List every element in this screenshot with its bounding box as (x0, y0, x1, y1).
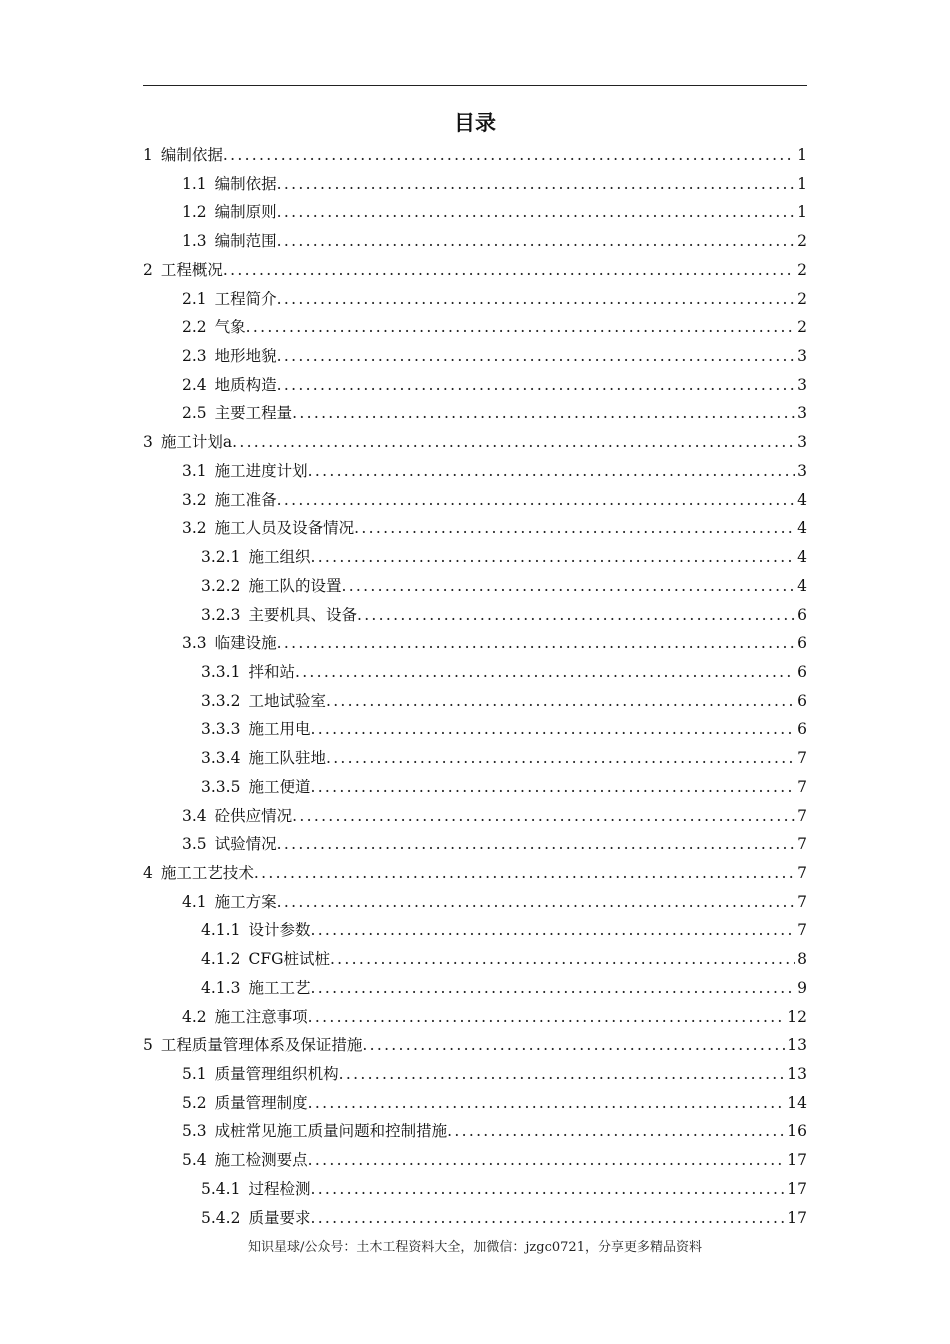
toc-entry[interactable] (143, 802, 807, 831)
toc-entry[interactable] (143, 773, 807, 802)
dot-leader (339, 1060, 786, 1089)
toc-entry-number: 3.2.1 (201, 548, 241, 567)
toc-entry-number: 3.3.4 (201, 749, 241, 768)
dot-leader (246, 313, 795, 342)
toc-entry-page-number: 4 (797, 576, 807, 595)
toc-entry[interactable] (143, 342, 807, 371)
toc-entry-title: 质量管理制度 (214, 1093, 308, 1112)
toc-entry-title: 编制原则 (214, 203, 277, 222)
dot-leader (277, 629, 795, 658)
toc-entry-title: 施工队的设置 (248, 576, 342, 595)
toc-entry[interactable] (143, 543, 807, 572)
toc-entry[interactable] (143, 428, 807, 457)
toc-entry-title: 编制依据 (160, 146, 223, 164)
toc-entry-page-number: 7 (797, 835, 807, 854)
dot-leader (308, 1089, 786, 1118)
toc-entry-page-number: 6 (797, 605, 807, 624)
toc-entry-number: 3.3 (182, 634, 207, 653)
dot-leader (310, 1204, 785, 1233)
toc-entry[interactable] (143, 313, 807, 342)
toc-entry[interactable] (143, 945, 807, 974)
toc-entry-page-number: 6 (797, 720, 807, 739)
toc-entry-title: 施工进度计划 (214, 461, 308, 480)
dot-leader (292, 802, 795, 831)
toc-entry[interactable] (143, 859, 807, 888)
toc-entry-title: 工程简介 (214, 289, 277, 308)
toc-entry-number: 3.2.3 (201, 605, 241, 624)
dot-leader (254, 859, 795, 888)
toc-entry-title: 施工组织 (248, 548, 311, 567)
toc-entry-number: 5.2 (182, 1093, 207, 1112)
toc-entry-title: 地形地貌 (214, 347, 277, 366)
toc-entry-page-number: 7 (797, 892, 807, 911)
toc-entry-number: 4.2 (182, 1007, 207, 1026)
toc-entry[interactable] (143, 1089, 807, 1118)
toc-entry-number: 3 (143, 433, 153, 452)
toc-entry-page-number: 2 (797, 260, 807, 279)
toc-entry[interactable] (143, 888, 807, 917)
toc-entry-page-number: 7 (797, 777, 807, 796)
toc-entry-number: 4.1.1 (201, 921, 241, 940)
toc-entry-number: 3.3.2 (201, 691, 241, 710)
toc-entry-page-number: 1 (797, 203, 807, 222)
toc-entry[interactable] (143, 658, 807, 687)
toc-entry-number: 2.4 (182, 375, 207, 394)
toc-entry[interactable] (143, 744, 807, 773)
toc-entry-number: 1.1 (182, 174, 207, 193)
toc-entry-page-number: 7 (797, 863, 807, 882)
toc-entry-number: 3.2 (182, 490, 207, 509)
toc-entry[interactable] (143, 629, 807, 658)
toc-entry-page-number: 2 (797, 232, 807, 251)
toc-entry[interactable] (143, 256, 807, 285)
dot-leader (326, 687, 795, 716)
toc-entry[interactable] (143, 486, 807, 515)
toc-entry-title: 设计参数 (248, 921, 311, 940)
dot-leader (308, 1146, 786, 1175)
dot-leader (310, 715, 795, 744)
toc-entry-title: 主要工程量 (214, 404, 293, 423)
toc-entry[interactable] (143, 830, 807, 859)
toc-entry-title: 施工队驻地 (248, 749, 326, 768)
dot-leader (308, 1003, 786, 1032)
dot-leader (362, 1031, 785, 1060)
toc-entry[interactable] (143, 715, 807, 744)
dot-leader (310, 974, 795, 1003)
footer-note: 知识星球/公众号：土木工程资料大全，加微信：jzgc0721，分享更多精品资料 (248, 1240, 702, 1255)
toc-entry-page-number: 1 (797, 174, 807, 193)
toc-entry[interactable] (143, 198, 807, 227)
dot-leader (357, 601, 795, 630)
toc-entry-title: 编制范围 (214, 232, 277, 251)
toc-entry-number: 3.1 (182, 461, 207, 480)
toc-entry-number: 5.1 (182, 1065, 207, 1083)
toc-entry-number: 2.5 (182, 404, 207, 423)
toc-entry[interactable] (143, 285, 807, 314)
toc-entry[interactable] (143, 1031, 807, 1060)
toc-entry-page-number: 4 (797, 519, 807, 538)
toc-entry-page-number: 7 (797, 749, 807, 768)
toc-entry[interactable] (143, 457, 807, 486)
toc-entry-page-number: 1 (797, 146, 807, 164)
toc-entry[interactable] (143, 601, 807, 630)
toc-entry-title: 试验情况 (214, 835, 277, 854)
toc-entry-title: 施工工艺技术 (160, 863, 254, 882)
toc-entry[interactable] (143, 227, 807, 256)
toc-entry-title: 地质构造 (214, 375, 277, 394)
dot-leader (232, 428, 795, 457)
page-title: 目录 (454, 111, 496, 135)
toc-entry-number: 4 (143, 863, 153, 882)
dot-leader (310, 1175, 785, 1204)
toc-entry-number: 3.2 (182, 519, 207, 538)
toc-entry[interactable] (143, 399, 807, 428)
dot-leader (310, 543, 795, 572)
dot-leader (330, 945, 795, 974)
dot-leader (277, 285, 795, 314)
dot-leader (223, 141, 795, 170)
toc-entry-title: 气象 (214, 318, 246, 337)
toc-entry-title: 施工方案 (214, 892, 277, 911)
toc-entry-number: 5 (143, 1036, 153, 1055)
toc-entry-number: 1 (143, 146, 153, 164)
toc-entry[interactable] (143, 974, 807, 1003)
dot-leader (277, 198, 795, 227)
toc-entry-number: 2.3 (182, 347, 207, 366)
toc-entry[interactable] (143, 514, 807, 543)
header-rule (143, 85, 807, 86)
toc-entry-number: 1.3 (182, 232, 207, 251)
toc-entry-title: 质量要求 (248, 1208, 311, 1227)
toc-entry-number: 3.3.5 (201, 777, 241, 796)
toc-entry-page-number: 17 (787, 1179, 807, 1198)
toc-entry-number: 2.2 (182, 318, 207, 337)
toc-entry-page-number: 3 (797, 347, 807, 366)
toc-entry-title: 临建设施 (214, 634, 277, 653)
toc-entry-title: 砼供应情况 (214, 806, 293, 825)
dot-leader (277, 888, 795, 917)
dot-leader (295, 658, 795, 687)
toc-entry[interactable] (143, 141, 807, 170)
toc-entry-number: 3.2.2 (201, 576, 241, 595)
toc-entry[interactable] (143, 916, 807, 945)
toc-entry[interactable] (143, 1003, 807, 1032)
dot-leader (277, 371, 795, 400)
toc-entry-title: 施工准备 (214, 490, 277, 509)
toc-entry[interactable] (143, 1117, 807, 1146)
table-of-contents (143, 141, 807, 1232)
dot-leader (277, 227, 795, 256)
dot-leader (447, 1117, 785, 1146)
toc-entry[interactable] (143, 1060, 807, 1089)
toc-entry-page-number: 2 (797, 318, 807, 337)
toc-entry-title: 工程质量管理体系及保证措施 (160, 1036, 363, 1055)
toc-entry-number: 5.4.1 (201, 1179, 241, 1198)
toc-entry[interactable] (143, 170, 807, 199)
toc-entry[interactable] (143, 687, 807, 716)
toc-entry-title: 拌和站 (248, 662, 295, 681)
toc-entry[interactable] (143, 1175, 807, 1204)
dot-leader (277, 342, 795, 371)
toc-entry[interactable] (143, 1204, 807, 1233)
toc-entry-title: 施工检测要点 (214, 1151, 308, 1170)
toc-entry-title: 施工计划a (160, 433, 233, 452)
toc-entry-number: 1.2 (182, 203, 207, 222)
toc-entry-page-number: 7 (797, 921, 807, 940)
toc-entry-page-number: 6 (797, 634, 807, 653)
dot-leader (310, 773, 795, 802)
dot-leader (277, 170, 795, 199)
toc-entry-number: 5.3 (182, 1122, 207, 1141)
dot-leader (326, 744, 795, 773)
toc-entry-page-number: 8 (797, 950, 807, 969)
toc-entry-page-number: 4 (797, 548, 807, 567)
toc-entry-number: 3.3.3 (201, 720, 241, 739)
toc-entry-number: 5.4 (182, 1151, 207, 1170)
toc-entry-number: 4.1.2 (201, 950, 241, 969)
dot-leader (310, 916, 795, 945)
toc-entry-page-number: 3 (797, 404, 807, 423)
dot-leader (354, 514, 795, 543)
toc-entry-page-number: 16 (787, 1122, 807, 1141)
toc-entry-page-number: 9 (797, 978, 807, 997)
toc-entry-page-number: 4 (797, 490, 807, 509)
toc-entry[interactable] (143, 572, 807, 601)
toc-entry-title: CFG桩试桩 (248, 950, 330, 969)
toc-entry-number: 4.1.3 (201, 978, 241, 997)
toc-entry-number: 5.4.2 (201, 1208, 241, 1227)
toc-entry-number: 3.5 (182, 835, 207, 854)
toc-entry-title: 施工注意事项 (214, 1007, 308, 1026)
toc-entry-title: 主要机具、设备 (248, 605, 357, 624)
toc-entry-title: 施工工艺 (248, 978, 311, 997)
toc-entry-page-number: 17 (787, 1151, 807, 1170)
toc-entry-page-number: 6 (797, 691, 807, 710)
toc-entry-page-number: 3 (797, 461, 807, 480)
dot-leader (308, 457, 795, 486)
toc-entry-page-number: 6 (797, 662, 807, 681)
toc-entry-number: 3.4 (182, 806, 207, 825)
toc-entry-page-number: 14 (787, 1093, 807, 1112)
toc-entry-number: 4.1 (182, 892, 207, 911)
toc-entry-number: 3.3.1 (201, 662, 241, 681)
toc-entry[interactable] (143, 371, 807, 400)
toc-entry-number: 2.1 (182, 289, 207, 308)
toc-entry-title: 工地试验室 (248, 691, 326, 710)
dot-leader (277, 830, 795, 859)
dot-leader (277, 486, 795, 515)
toc-entry-page-number: 13 (787, 1036, 807, 1055)
dot-leader (341, 572, 795, 601)
toc-entry-title: 编制依据 (214, 174, 277, 193)
toc-entry-title: 过程检测 (248, 1179, 311, 1198)
toc-entry-number: 2 (143, 260, 153, 279)
toc-entry-title: 质量管理组织机构 (214, 1065, 339, 1083)
toc-entry-page-number: 7 (797, 806, 807, 825)
toc-entry-page-number: 3 (797, 375, 807, 394)
toc-entry-title: 施工人员及设备情况 (214, 519, 355, 538)
toc-entry-title: 施工用电 (248, 720, 311, 739)
toc-entry-page-number: 2 (797, 289, 807, 308)
toc-entry-title: 工程概况 (160, 260, 223, 279)
toc-entry-page-number: 3 (797, 433, 807, 452)
dot-leader (292, 399, 795, 428)
toc-entry-title: 施工便道 (248, 777, 311, 796)
toc-entry[interactable] (143, 1146, 807, 1175)
toc-entry-title: 成桩常见施工质量问题和控制措施 (214, 1122, 448, 1141)
toc-entry-page-number: 13 (787, 1065, 807, 1083)
dot-leader (223, 256, 795, 285)
toc-entry-page-number: 17 (787, 1208, 807, 1227)
toc-entry-page-number: 12 (787, 1007, 807, 1026)
